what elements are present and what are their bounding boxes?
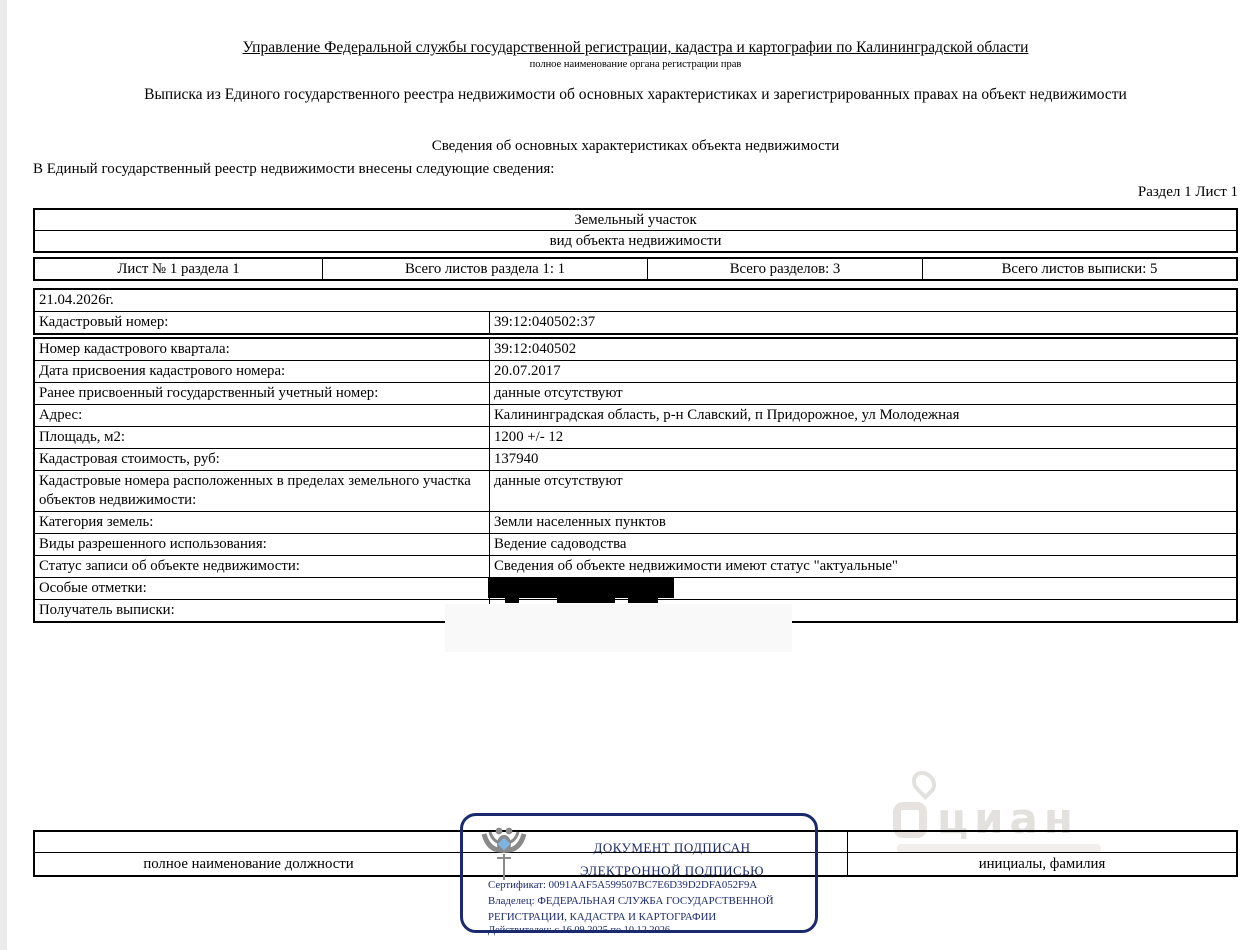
row-value: данные отсутствуют — [489, 383, 1236, 404]
position-caption-cell: полное наименование должности — [35, 852, 462, 875]
cadastral-number-label: Кадастровый номер: — [39, 314, 169, 330]
stamp-validity: Действителен: с 16.09.2025 по 10.12.2026 — [488, 925, 671, 936]
page-edge-shadow — [0, 0, 7, 950]
row-label: Дата присвоения кадастрового номера: — [39, 363, 286, 379]
row-label: Категория земель: — [39, 514, 154, 530]
redaction-mark — [505, 598, 519, 603]
row-label: Адрес: — [39, 407, 83, 423]
table-row — [35, 339, 1236, 360]
extract-date: 21.04.2026г. — [39, 292, 114, 308]
object-type-value: Земельный участок — [574, 212, 697, 228]
stamp-owner-line1: Владелец: ФЕДЕРАЛЬНАЯ СЛУЖБА ГОСУДАРСТВЕННОЙ — [488, 895, 774, 907]
row-value: 39:12:040502 — [489, 339, 1236, 360]
row-value: Ведение садоводства — [489, 534, 1236, 555]
section-sheets-total-cell: Всего листов раздела 1: 1 — [322, 259, 647, 279]
sections-total-cell: Всего разделов: 3 — [647, 259, 922, 279]
row-label: Кадастровая стоимость, руб: — [39, 451, 220, 467]
cadastral-number-value: 39:12:040502:37 — [489, 312, 1236, 333]
row-label: Статус записи об объекте недвижимости: — [39, 558, 300, 574]
section-sheet-label: Раздел 1 Лист 1 — [1137, 184, 1238, 200]
map-pin-icon — [907, 766, 941, 800]
sheet-number-cell: Лист № 1 раздела 1 — [117, 261, 240, 277]
row-value: 1200 +/- 12 — [489, 427, 1236, 448]
row-value: 20.07.2017 — [489, 361, 1236, 382]
redaction-mark — [628, 598, 658, 603]
intro-line: В Единый государственный реестр недвижимости внесены следующие сведения: — [33, 161, 555, 177]
row-value: Калининградская область, р-н Славский, п Придорожное, ул Молодежная — [489, 405, 1236, 426]
extract-sheets-total-cell: Всего листов выписки: 5 — [922, 259, 1236, 279]
table-row — [35, 448, 1236, 470]
table-row — [35, 470, 1236, 511]
table-row — [35, 555, 1236, 577]
cadastral-number-table — [33, 288, 1238, 335]
extract-title: Выписка из Единого государственного реестра недвижимости об основных характеристиках и зарегистрированных правах на объект недвижимости — [144, 86, 1127, 103]
row-label: Номер кадастрового квартала: — [39, 341, 230, 357]
row-label: Площадь, м2: — [39, 429, 125, 445]
object-type-caption: вид объекта недвижимости — [35, 230, 1236, 251]
stamp-title-line2: ЭЛЕКТРОННОЙ ПОДПИСЬЮ — [580, 863, 764, 878]
registration-authority-title: Управление Федеральной службы государственной регистрации, кадастра и картографии по Калининградской области — [242, 39, 1029, 56]
stamp-owner-line2: РЕГИСТРАЦИИ, КАДАСТРА И КАРТОГРАФИИ — [488, 911, 717, 923]
authority-caption: полное наименование органа регистрации прав — [529, 59, 742, 70]
table-row — [35, 404, 1236, 426]
empty-cell — [35, 832, 462, 852]
section-title: Сведения об основных характеристиках объекта недвижимости — [431, 138, 840, 154]
table-row — [35, 533, 1236, 555]
row-value: Земли населенных пунктов — [489, 512, 1236, 533]
watermark-text: циан — [937, 794, 1079, 843]
row-value: данные отсутствуют — [489, 471, 1236, 511]
sheets-summary-table — [33, 257, 1238, 281]
stamp-certificate: Сертификат: 0091AAF5A599507BC7E6D39D2DFA052F9A — [488, 879, 758, 891]
object-type-table — [33, 208, 1238, 253]
row-label: Ранее присвоенный государственный учетный номер: — [39, 385, 379, 401]
redaction-mark — [557, 598, 615, 603]
row-label: Особые отметки: — [39, 580, 147, 596]
electronic-signature-stamp — [460, 813, 818, 936]
stamp-title-line1: ДОКУМЕНТ ПОДПИСАН — [593, 840, 751, 855]
table-row — [35, 311, 1236, 333]
row-label: Виды разрешенного использования: — [39, 536, 267, 552]
redacted-recipient-value — [488, 577, 674, 598]
table-row — [35, 382, 1236, 404]
name-caption-cell: инициалы, фамилия — [847, 852, 1236, 875]
table-row — [35, 426, 1236, 448]
empty-cell — [847, 832, 1236, 852]
scan-artifact — [445, 604, 792, 652]
row-label: Получатель выписки: — [39, 602, 175, 618]
table-row — [35, 360, 1236, 382]
table-row — [35, 511, 1236, 533]
row-value: Сведения об объекте недвижимости имеют статус "актуальные" — [489, 556, 1236, 577]
row-value: 137940 — [489, 449, 1236, 470]
row-label: Кадастровые номера расположенных в пределах земельного участка объектов недвижимости: — [39, 473, 471, 508]
